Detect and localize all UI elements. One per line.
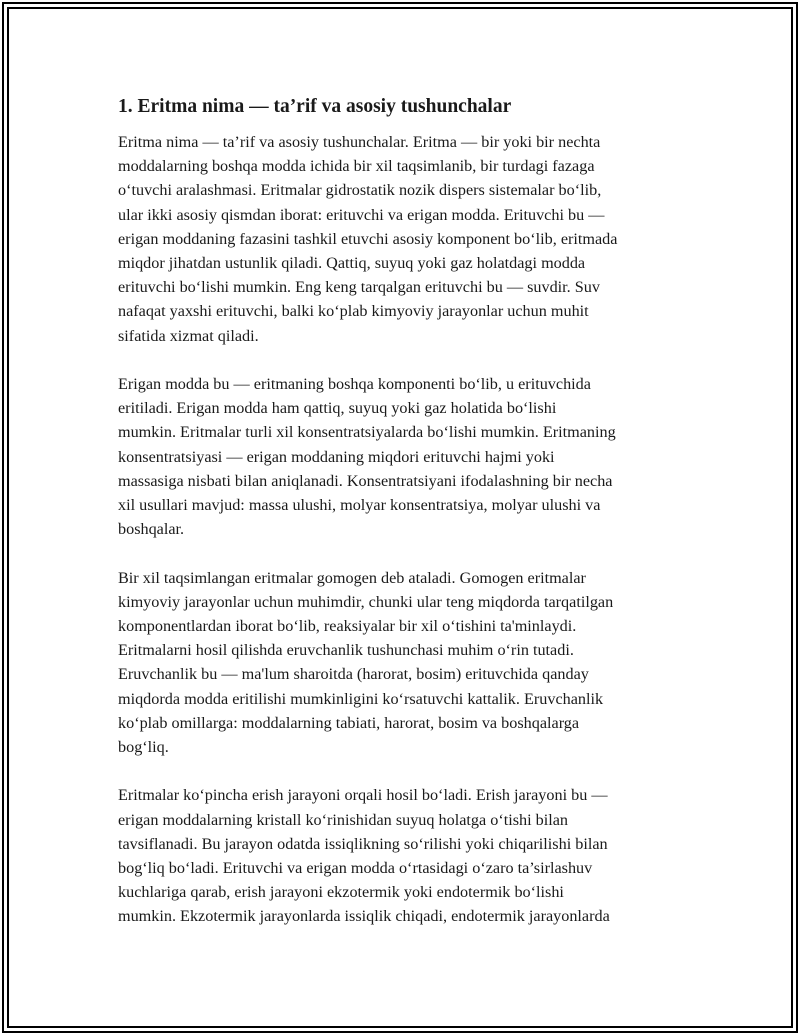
text-line: bog‘liq bo‘ladi. Erituvchi va erigan modda o‘rtasidagi o‘zaro ta’sirlashuv [118,859,593,878]
text-line: tavsiflanadi. Bu jarayon odatda issiqlikning so‘rilishi yoki chiqarilishi bilan [118,834,608,853]
text-line: miqdor jihatdan ustunlik qiladi. Qattiq, suyuq yoki gaz holatdagi modda [118,254,586,273]
text-line: o‘tuvchi aralashmasi. Eritmalar gidrostatik nozik dispers sistemalar bo‘lib, [118,181,602,200]
text-line: boshqalar. [118,520,185,539]
text-line: mumkin. Ekzotermik jarayonlarda issiqlik chiqadi, endotermik jarayonlarda [118,907,610,926]
text-line: Eritma nima — ta’rif va asosiy tushunchalar. Eritma — bir yoki bir nechta [118,133,601,151]
text-line: kimyoviy jarayonlar uchun muhimdir, chunki ular teng miqdorda tarqatilgan [118,592,614,611]
text-line: ko‘plab omillarga: moddalarning tabiati, harorat, bosim va boshqalarga [118,713,580,732]
text-line: erigan moddaning fazasini tashkil etuvchi asosiy komponent bo‘lib, eritmada [118,229,618,248]
text-line: nafaqat yaxshi erituvchi, balki ko‘plab kimyoviy jarayonlar uchun muhit [118,302,589,321]
text-line: moddalarning boshqa modda ichida bir xil taqsimlanib, bir turdagi fazaga [118,157,595,176]
text-line: ular ikki asosiy qismdan iborat: erituvchi va erigan modda. Erituvchi bu — [118,205,605,224]
text-line: erigan moddalarning kristall ko‘rinishidan suyuq holatga o‘tishi bilan [118,810,569,829]
text-line: Erigan modda bu — eritmaning boshqa komponenti bo‘lib, u erituvchida [118,375,591,394]
text-line: kuchlariga qarab, erish jarayoni ekzotermik yoki endotermik bo‘lishi [118,883,564,902]
text-line: Eruvchanlik bu — ma'lum sharoitda (harorat, bosim) erituvchida qanday [118,665,589,684]
text-line: xil usullari mavjud: massa ulushi, molyar konsentratsiya, molyar ulushi va [118,496,601,515]
paragraph-4 [118,783,684,928]
text-line: mumkin. Eritmalar turli xil konsentratsiyalarda bo‘lishi mumkin. Eritmaning [118,423,616,442]
section-heading: 1. Eritma nima — ta’rif va asosiy tushunchalar [118,96,512,117]
paragraph-1 [118,130,684,348]
text-line: massasiga nisbati bilan aniqlanadi. Konsentratsiyani ifodalashning bir necha [118,471,613,490]
text-line: Bir xil taqsimlangan eritmalar gomogen deb ataladi. Gomogen eritmalar [118,568,586,587]
paragraph-2 [118,372,684,541]
text-line: erituvchi bo‘lishi mumkin. Eng keng tarqalgan erituvchi bu — suvdir. Suv [118,278,600,297]
text-line: konsentratsiyasi — erigan moddaning miqdori erituvchi hajmi yoki [118,447,555,466]
text-line: miqdorda modda eritilishi mumkinligini ko‘rsatuvchi kattalik. Eruvchanlik [118,689,604,708]
text-line: Eritmalarni hosil qilishda eruvchanlik tushunchasi muhim o‘rin tutadi. [118,641,574,660]
text-line: Eritmalar ko‘pincha erish jarayoni orqali hosil bo‘ladi. Erish jarayoni bu — [118,786,608,805]
text-line: komponentlardan iborat bo‘lib, reaksiyalar bir xil o‘tishini ta'minlaydi. [118,617,577,636]
paragraph-3 [118,566,684,760]
document-body [118,94,684,953]
text-line: bog‘liq. [118,738,169,757]
text-line: sifatida xizmat qiladi. [118,326,259,345]
text-line: eritiladi. Erigan modda ham qattiq, suyuq yoki gaz holatida bo‘lishi [118,399,557,418]
